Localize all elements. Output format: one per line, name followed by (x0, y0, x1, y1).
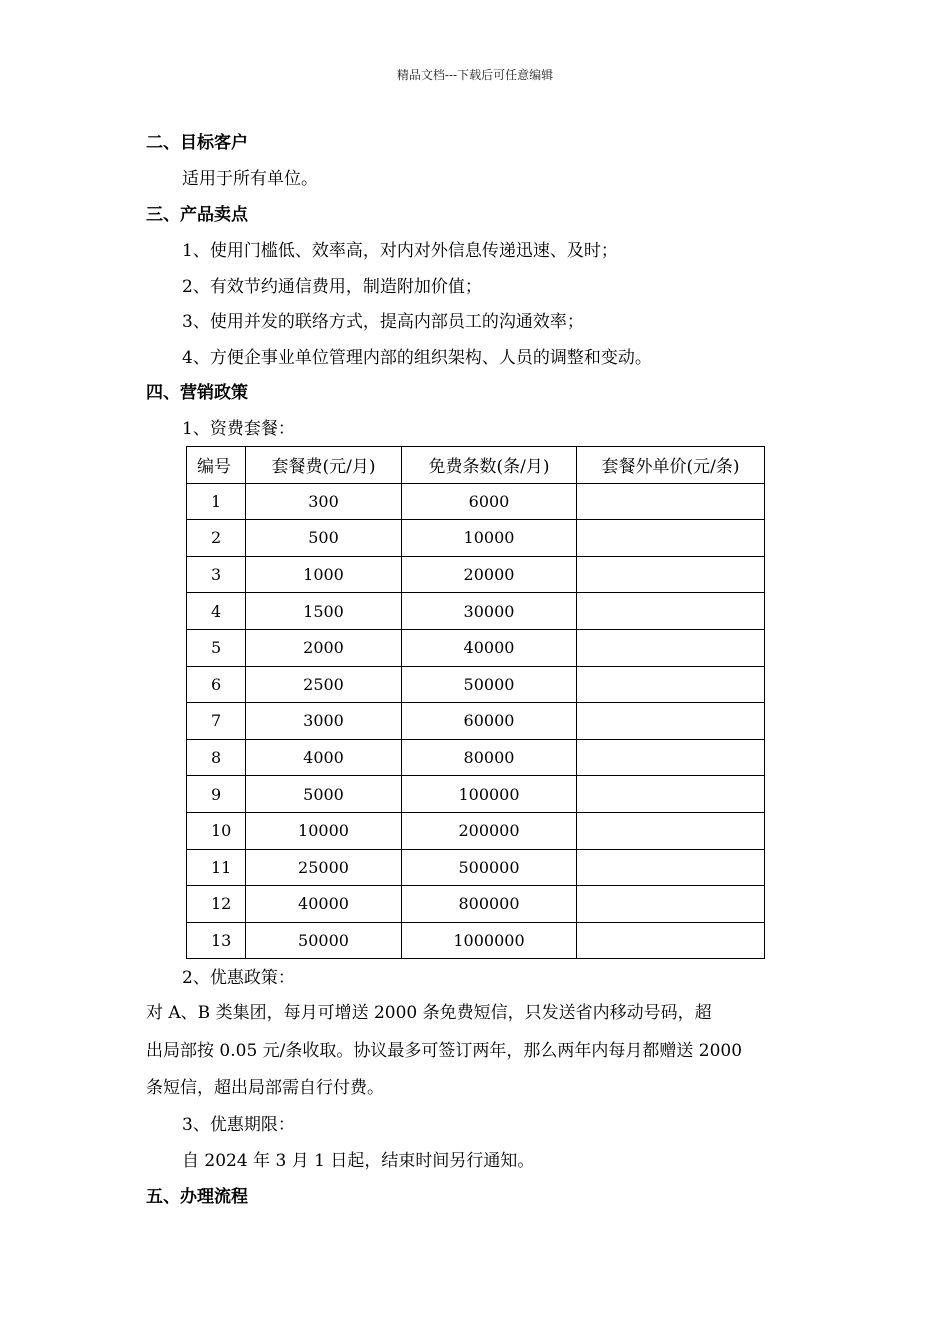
cell-extra-price (577, 922, 765, 959)
discount-label: 2、优惠政策： (182, 968, 295, 988)
table-row (187, 739, 765, 776)
cell-package-fee: 40000 (246, 886, 402, 923)
column-header-extra-price: 套餐外单价(元/条) (577, 447, 765, 484)
heading-process: 五、办理流程 (146, 1187, 248, 1207)
cell-number: 5 (187, 629, 246, 666)
cell-number: 7 (187, 703, 246, 740)
heading-marketing-policy: 四、营销政策 (146, 383, 248, 403)
cell-number: 4 (187, 593, 246, 630)
discount-line-3: 条短信，超出局部需自行付费。 (146, 1078, 384, 1098)
discount-line-2: 出局部按 0.05 元/条收取。协议最多可签订两年，那么两年内每月都赠送 2000 (146, 1041, 743, 1061)
cell-package-fee: 300 (246, 483, 402, 520)
selling-point-1: 1、使用门槛低、效率高，对内对外信息传递迅速、及时； (182, 241, 618, 261)
cell-number: 1 (187, 483, 246, 520)
cell-extra-price (577, 849, 765, 886)
table-row (187, 593, 765, 630)
heading-target-customers: 二、目标客户 (146, 133, 248, 153)
cell-package-fee: 5000 (246, 776, 402, 813)
cell-extra-price (577, 886, 765, 923)
cell-package-fee: 2000 (246, 629, 402, 666)
cell-free-count: 200000 (402, 812, 577, 849)
cell-free-count: 80000 (402, 739, 577, 776)
cell-free-count: 500000 (402, 849, 577, 886)
table-row (187, 483, 765, 520)
table-header-row (187, 447, 765, 484)
cell-extra-price (577, 556, 765, 593)
cell-free-count: 30000 (402, 593, 577, 630)
table-row (187, 776, 765, 813)
table-row (187, 703, 765, 740)
cell-extra-price (577, 629, 765, 666)
cell-free-count: 100000 (402, 776, 577, 813)
cell-extra-price (577, 483, 765, 520)
cell-package-fee: 1500 (246, 593, 402, 630)
selling-point-3: 3、使用并发的联络方式，提高内部员工的沟通效率； (182, 312, 584, 332)
cell-extra-price (577, 666, 765, 703)
cell-extra-price (577, 593, 765, 630)
cell-package-fee: 4000 (246, 739, 402, 776)
selling-point-2: 2、有效节约通信费用，制造附加价值； (182, 277, 482, 297)
selling-point-4: 4、方便企事业单位管理内部的组织架构、人员的调整和变动。 (182, 348, 652, 368)
cell-free-count: 60000 (402, 703, 577, 740)
table-row (187, 556, 765, 593)
cell-package-fee: 2500 (246, 666, 402, 703)
column-header-package-fee: 套餐费(元/月) (246, 447, 402, 484)
discount-line-1: 对 A、B 类集团，每月可增送 2000 条免费短信，只发送省内移动号码，超 (146, 1003, 712, 1023)
cell-package-fee: 3000 (246, 703, 402, 740)
cell-number: 11 (187, 849, 246, 886)
cell-free-count: 10000 (402, 520, 577, 557)
table-row (187, 520, 765, 557)
cell-free-count: 6000 (402, 483, 577, 520)
cell-number: 2 (187, 520, 246, 557)
cell-free-count: 20000 (402, 556, 577, 593)
cell-free-count: 40000 (402, 629, 577, 666)
cell-extra-price (577, 812, 765, 849)
cell-extra-price (577, 776, 765, 813)
cell-free-count: 800000 (402, 886, 577, 923)
period-label: 3、优惠期限： (182, 1115, 295, 1135)
cell-number: 3 (187, 556, 246, 593)
table-row (187, 886, 765, 923)
tariff-table (186, 446, 765, 959)
cell-package-fee: 1000 (246, 556, 402, 593)
page-header: 精品文档---下载后可任意编辑 (396, 68, 554, 82)
table-row (187, 666, 765, 703)
cell-extra-price (577, 520, 765, 557)
column-header-number: 编号 (187, 447, 246, 484)
table-row (187, 812, 765, 849)
cell-free-count: 50000 (402, 666, 577, 703)
cell-package-fee: 10000 (246, 812, 402, 849)
cell-number: 6 (187, 666, 246, 703)
cell-package-fee: 50000 (246, 922, 402, 959)
cell-number: 9 (187, 776, 246, 813)
table-row (187, 922, 765, 959)
tariff-label: 1、资费套餐： (182, 419, 295, 439)
cell-number: 13 (187, 922, 246, 959)
column-header-free-count: 免费条数(条/月) (402, 447, 577, 484)
table-row (187, 849, 765, 886)
cell-number: 12 (187, 886, 246, 923)
heading-selling-points: 三、产品卖点 (146, 205, 248, 225)
cell-number: 10 (187, 812, 246, 849)
cell-package-fee: 25000 (246, 849, 402, 886)
cell-free-count: 1000000 (402, 922, 577, 959)
period-text: 自 2024 年 3 月 1 日起，结束时间另行通知。 (182, 1151, 535, 1171)
cell-extra-price (577, 739, 765, 776)
cell-number: 8 (187, 739, 246, 776)
target-text: 适用于所有单位。 (182, 169, 318, 189)
table-row (187, 629, 765, 666)
cell-extra-price (577, 703, 765, 740)
cell-package-fee: 500 (246, 520, 402, 557)
